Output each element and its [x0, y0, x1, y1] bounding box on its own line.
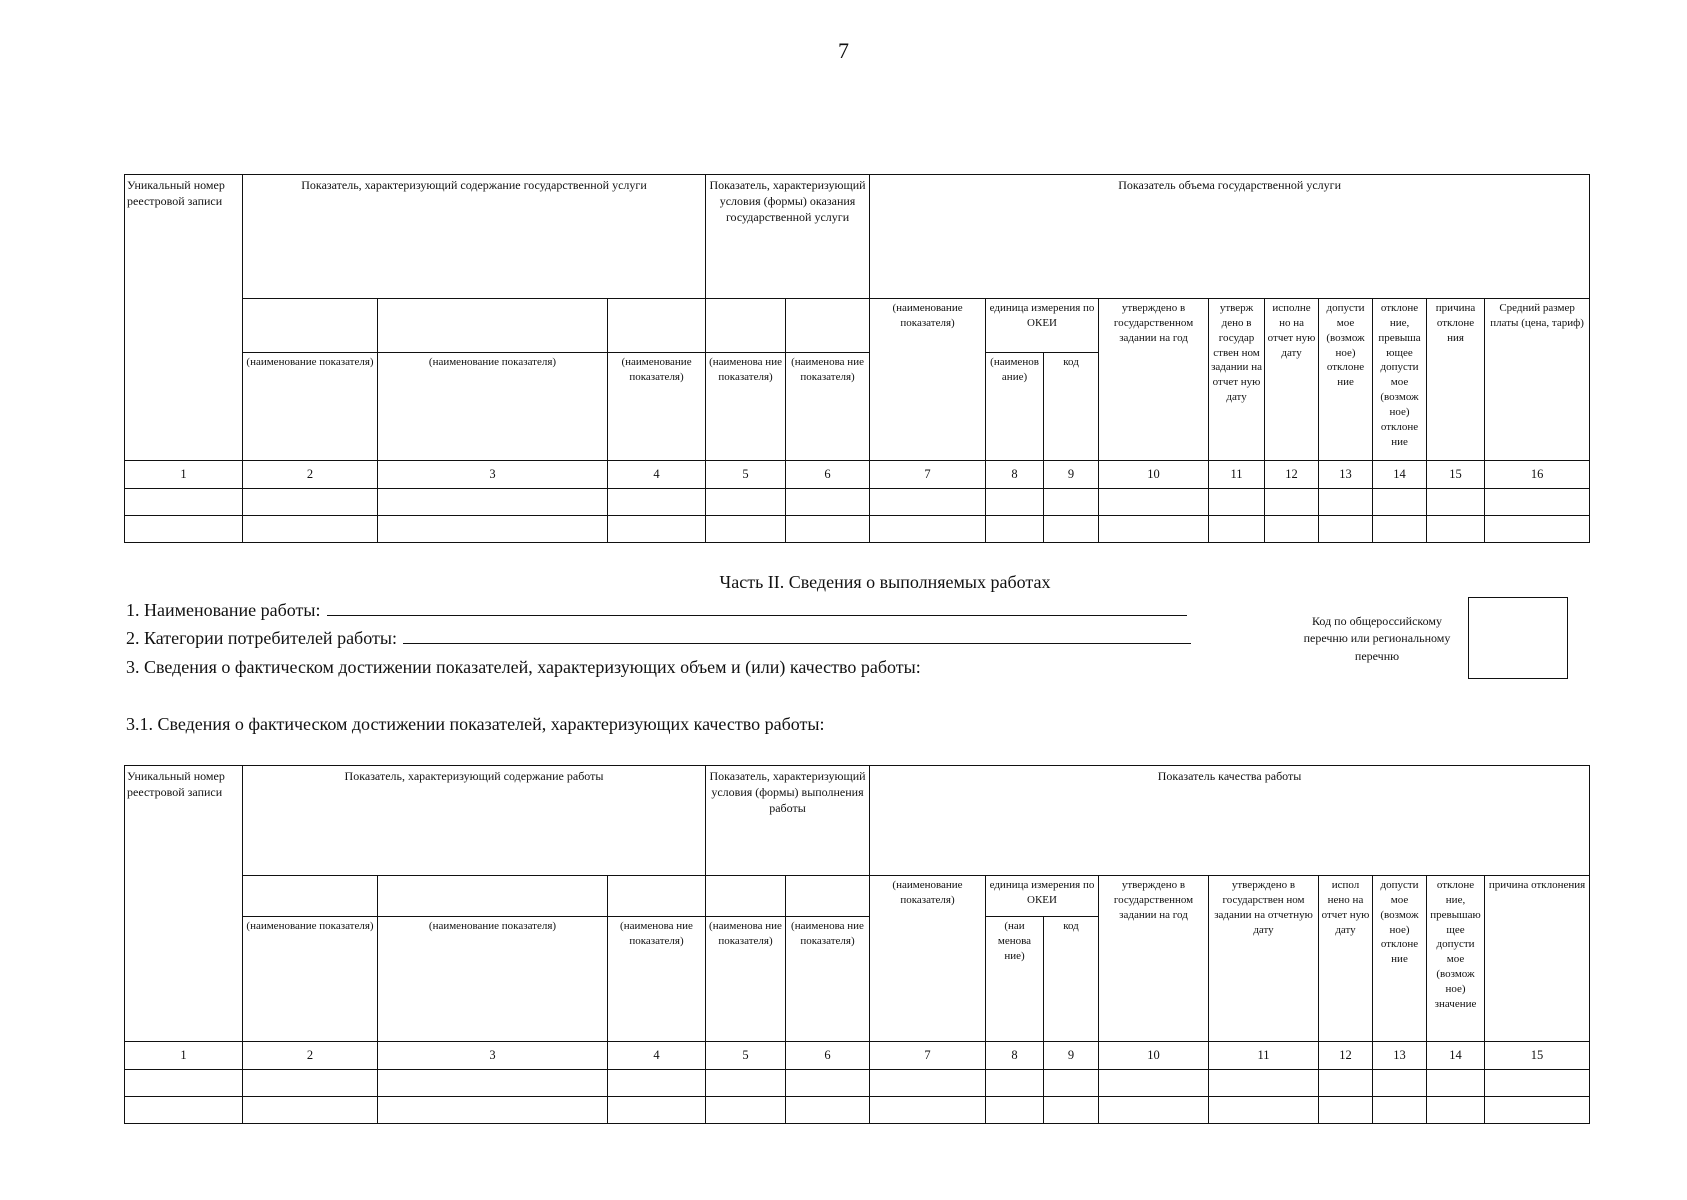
col-10-header: утверждено в государственном задании на год — [1099, 876, 1209, 1042]
col-number: 1 — [125, 461, 243, 489]
table-cell[interactable] — [986, 489, 1044, 516]
col-number: 3 — [378, 461, 608, 489]
col-number: 9 — [1044, 461, 1099, 489]
col-number: 13 — [1373, 1042, 1427, 1070]
table-cell[interactable] — [986, 516, 1044, 543]
work-name-field[interactable] — [327, 603, 1187, 616]
col-number: 11 — [1209, 461, 1265, 489]
table-cell[interactable] — [1373, 1097, 1427, 1124]
table-row — [125, 1097, 1590, 1124]
table-cell[interactable] — [1044, 1097, 1099, 1124]
part-title: Часть II. Сведения о выполняемых работах — [719, 572, 1051, 592]
table-cell[interactable] — [243, 1097, 378, 1124]
col-2-header: (наименование показателя) — [243, 353, 378, 461]
col-11-header: утверждено в государствен ном задании на отчетную дату — [1209, 876, 1319, 1042]
table-cell[interactable] — [986, 1097, 1044, 1124]
table-cell[interactable] — [608, 1097, 706, 1124]
consumers-field[interactable] — [403, 631, 1191, 644]
col-16-header: Средний размер платы (цена, тариф) — [1485, 299, 1590, 461]
empty-cell — [608, 299, 706, 353]
col-number: 10 — [1099, 461, 1209, 489]
col-registry-number: Уникальный номер реестровой записи — [125, 175, 243, 461]
table-cell[interactable] — [1265, 489, 1319, 516]
table-cell[interactable] — [706, 489, 786, 516]
table-cell[interactable] — [378, 1070, 608, 1097]
okei-header: единица измерения по ОКЕИ — [986, 299, 1099, 353]
col-9-header: код — [1044, 917, 1099, 1042]
col-11-header: утверж дено в государ ствен ном задании на отчет ную дату — [1209, 299, 1265, 461]
table-cell[interactable] — [1485, 1070, 1590, 1097]
col-number: 7 — [870, 1042, 986, 1070]
table-cell[interactable] — [706, 1097, 786, 1124]
table-cell[interactable] — [870, 516, 986, 543]
empty-cell — [786, 299, 870, 353]
table-cell[interactable] — [786, 1070, 870, 1097]
group-conditions-indicator: Показатель, характеризующий условия (формы) выполнения работы — [706, 766, 870, 876]
col-5-header: (наименова ние показателя) — [706, 353, 786, 461]
table-row — [125, 516, 1590, 543]
table-cell[interactable] — [1209, 1070, 1319, 1097]
service-volume-table — [124, 174, 1590, 543]
table-cell[interactable] — [1044, 489, 1099, 516]
group-content-indicator: Показатель, характеризующий содержание работы — [243, 766, 706, 876]
table-cell[interactable] — [1485, 1097, 1590, 1124]
empty-cell — [243, 299, 378, 353]
table-cell[interactable] — [870, 489, 986, 516]
table-cell[interactable] — [1099, 1070, 1209, 1097]
table-cell[interactable] — [1209, 489, 1265, 516]
col-number: 5 — [706, 1042, 786, 1070]
col-number: 14 — [1427, 1042, 1485, 1070]
table-cell[interactable] — [1319, 516, 1373, 543]
section-3-heading: 3. Сведения о фактическом достижении показателей, характеризующих объем и (или) качество работы: — [126, 657, 921, 677]
work-name-label: 1. Наименование работы: — [126, 600, 321, 620]
col-number: 2 — [243, 461, 378, 489]
col-15-header: причина отклонения — [1485, 876, 1590, 1042]
table-cell[interactable] — [786, 516, 870, 543]
col-number: 12 — [1265, 461, 1319, 489]
col-13-header: допусти мое (возмож ное) отклоне ние — [1319, 299, 1373, 461]
table-cell[interactable] — [125, 489, 243, 516]
section-3-1-heading: 3.1. Сведения о фактическом достижении показателей, характеризующих качество работы: — [126, 714, 825, 734]
col-5-header: (наименова ние показателя) — [706, 917, 786, 1042]
col-number: 5 — [706, 461, 786, 489]
table-cell[interactable] — [1209, 516, 1265, 543]
col-number: 12 — [1319, 1042, 1373, 1070]
work-name-line — [126, 600, 1187, 621]
table-cell[interactable] — [1427, 516, 1485, 543]
table-cell[interactable] — [608, 516, 706, 543]
table-cell[interactable] — [608, 1070, 706, 1097]
col-number: 11 — [1209, 1042, 1319, 1070]
consumers-label: 2. Категории потребителей работы: — [126, 628, 397, 648]
empty-cell — [243, 876, 378, 917]
table-cell[interactable] — [1319, 489, 1373, 516]
table-cell[interactable] — [125, 1070, 243, 1097]
col-number: 10 — [1099, 1042, 1209, 1070]
col-7-header: (наименование показателя) — [870, 299, 986, 461]
col-number: 16 — [1485, 461, 1590, 489]
col-14-header: отклоне ние, превыша ющее допусти мое (возмож ное) отклоне ние — [1373, 299, 1427, 461]
table-cell[interactable] — [986, 1070, 1044, 1097]
work-quality-table — [124, 765, 1590, 1124]
col-number: 7 — [870, 461, 986, 489]
table-cell[interactable] — [870, 1070, 986, 1097]
table-cell[interactable] — [870, 1097, 986, 1124]
col-number: 3 — [378, 1042, 608, 1070]
col-4-header: (наименование показателя) — [608, 353, 706, 461]
code-box[interactable] — [1468, 597, 1568, 679]
table-cell[interactable] — [1319, 1097, 1373, 1124]
col-number: 8 — [986, 1042, 1044, 1070]
table-cell[interactable] — [706, 516, 786, 543]
group-volume-indicator: Показатель объема государственной услуги — [870, 175, 1590, 299]
col-10-header: утверждено в государственном задании на год — [1099, 299, 1209, 461]
table-cell[interactable] — [1209, 1097, 1319, 1124]
table-cell[interactable] — [786, 489, 870, 516]
empty-cell — [608, 876, 706, 917]
col-number: 4 — [608, 461, 706, 489]
empty-cell — [706, 876, 786, 917]
col-number: 13 — [1319, 461, 1373, 489]
empty-cell — [706, 299, 786, 353]
table-row — [125, 1070, 1590, 1097]
col-14-header: отклоне ние, превышаю щее допусти мое (возмож ное) значение — [1427, 876, 1485, 1042]
code-label: Код по общероссийскому перечню или региональному перечню — [1303, 614, 1451, 663]
empty-cell — [378, 299, 608, 353]
table-cell[interactable] — [786, 1097, 870, 1124]
col-number: 14 — [1373, 461, 1427, 489]
col-6-header: (наименова ние показателя) — [786, 353, 870, 461]
group-content-indicator: Показатель, характеризующий содержание государственной услуги — [243, 175, 706, 299]
table-cell[interactable] — [243, 489, 378, 516]
okei-header: единица измерения по ОКЕИ — [986, 876, 1099, 917]
col-registry-number: Уникальный номер реестровой записи — [125, 766, 243, 1042]
col-number: 1 — [125, 1042, 243, 1070]
table-cell[interactable] — [1044, 1070, 1099, 1097]
col-9-header: код — [1044, 353, 1099, 461]
table-cell[interactable] — [378, 1097, 608, 1124]
col-number: 2 — [243, 1042, 378, 1070]
col-number: 6 — [786, 461, 870, 489]
col-6-header: (наименова ние показателя) — [786, 917, 870, 1042]
col-7-header: (наименование показателя) — [870, 876, 986, 1042]
table-cell[interactable] — [1373, 1070, 1427, 1097]
table-cell[interactable] — [1099, 489, 1209, 516]
table-cell[interactable] — [1265, 516, 1319, 543]
col-3-header: (наименование показателя) — [378, 917, 608, 1042]
col-8-header: (наименов ание) — [986, 353, 1044, 461]
table-cell[interactable] — [1427, 1097, 1485, 1124]
col-3-header: (наименование показателя) — [378, 353, 608, 461]
consumers-line — [126, 628, 1191, 649]
table-cell[interactable] — [243, 516, 378, 543]
table-cell[interactable] — [706, 1070, 786, 1097]
table-cell[interactable] — [1099, 1097, 1209, 1124]
col-number: 15 — [1427, 461, 1485, 489]
col-8-header: (наи менова ние) — [986, 917, 1044, 1042]
group-quality-indicator: Показатель качества работы — [870, 766, 1590, 876]
table-cell[interactable] — [1044, 516, 1099, 543]
col-number: 6 — [786, 1042, 870, 1070]
table-cell[interactable] — [378, 516, 608, 543]
table-cell[interactable] — [1373, 489, 1427, 516]
table-cell[interactable] — [243, 1070, 378, 1097]
table-cell[interactable] — [1485, 489, 1590, 516]
page-number: 7 — [838, 38, 849, 63]
col-number: 8 — [986, 461, 1044, 489]
table-cell[interactable] — [1427, 1070, 1485, 1097]
table-cell[interactable] — [1099, 516, 1209, 543]
table-cell[interactable] — [125, 1097, 243, 1124]
table-cell[interactable] — [1319, 1070, 1373, 1097]
col-number: 4 — [608, 1042, 706, 1070]
table-cell[interactable] — [1485, 516, 1590, 543]
table-cell[interactable] — [378, 489, 608, 516]
col-number: 9 — [1044, 1042, 1099, 1070]
empty-cell — [786, 876, 870, 917]
table-cell[interactable] — [1373, 516, 1427, 543]
table-row — [125, 489, 1590, 516]
col-4-header: (наименова ние показателя) — [608, 917, 706, 1042]
col-15-header: причина отклоне ния — [1427, 299, 1485, 461]
col-12-header: испол нено на отчет ную дату — [1319, 876, 1373, 1042]
col-number: 15 — [1485, 1042, 1590, 1070]
table-cell[interactable] — [1427, 489, 1485, 516]
col-12-header: исполне но на отчет ную дату — [1265, 299, 1319, 461]
empty-cell — [378, 876, 608, 917]
group-conditions-indicator: Показатель, характеризующий условия (формы) оказания государственной услуги — [706, 175, 870, 299]
table-cell[interactable] — [608, 489, 706, 516]
table-cell[interactable] — [125, 516, 243, 543]
col-2-header: (наименование показателя) — [243, 917, 378, 1042]
col-13-header: допусти мое (возмож ное) отклоне ние — [1373, 876, 1427, 1042]
